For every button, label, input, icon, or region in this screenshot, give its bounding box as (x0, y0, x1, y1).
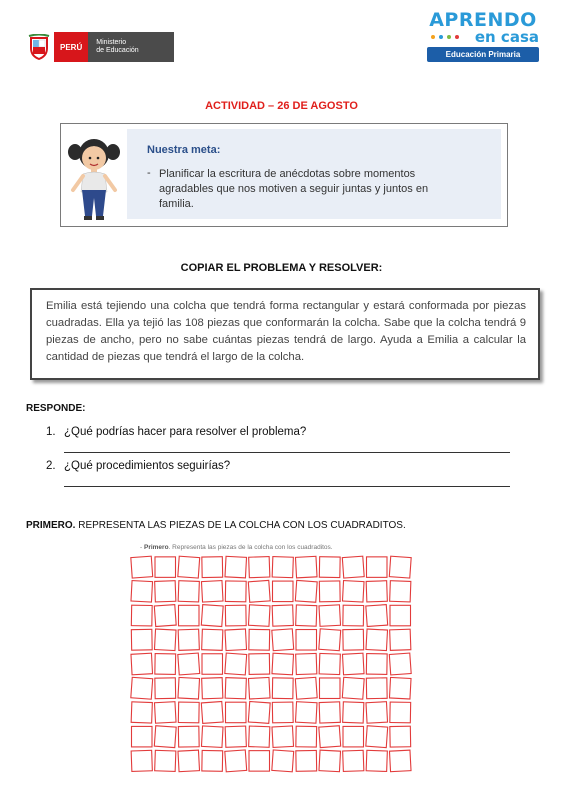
question-text: ¿Qué procedimientos seguirías? (64, 460, 231, 472)
brand-title: APRENDO (429, 9, 537, 31)
quilt-square (202, 678, 223, 699)
quilt-square (296, 605, 317, 626)
quilt-square (390, 726, 411, 747)
activity-title: ACTIVIDAD – 26 DE AGOSTO (205, 100, 358, 112)
quilt-square (295, 556, 317, 578)
quilt-square (131, 605, 152, 626)
grid-caption-bold: Primero (143, 544, 169, 551)
answer-line-1[interactable] (64, 452, 510, 453)
question-number: 1. (46, 426, 56, 438)
quilt-square (342, 653, 364, 675)
problem-text: Emilia está tejiendo una colcha que tendrá forma rectangular y estará conformada por piezas cuadradas. Ella ya tejió las 108 piezas que conformarán la colcha. Sabe que la colcha tendrá 9 piezas de ancho, pero no sabe cuántas piezas tendrá de largo. Ayuda a Emilia a calcular la cantidad de piezas que tendrá el largo de la colcha. (46, 300, 526, 363)
quilt-square (179, 605, 200, 626)
question-number: 2. (46, 460, 56, 472)
goal-bullet: - (147, 167, 151, 179)
quilt-square (201, 581, 223, 603)
quilt-square (389, 653, 411, 675)
quilt-square (249, 629, 270, 650)
ministry-line-2: de Educación (96, 47, 139, 54)
quilt-square (131, 702, 152, 723)
quilt-square (272, 750, 294, 772)
quilt-square (295, 580, 317, 602)
quilt-square (319, 629, 341, 651)
quilt-square (366, 629, 388, 651)
quilt-square (131, 750, 152, 771)
quilt-square (366, 581, 387, 602)
quilt-square (390, 605, 411, 626)
quilt-square (225, 556, 247, 578)
quilt-square (366, 702, 388, 724)
quilt-square (248, 702, 270, 724)
quilt-square (225, 653, 247, 675)
copy-problem-title: COPIAR EL PROBLEMA Y RESOLVER: (180, 262, 383, 274)
quilt-square (155, 581, 176, 602)
quilt-square (178, 726, 199, 747)
quilt-square (343, 629, 364, 650)
quilt-square (296, 630, 317, 651)
quilt-square (155, 678, 176, 699)
quilt-square (131, 653, 153, 675)
quilt-square (319, 653, 340, 674)
quilt-square (155, 557, 176, 578)
quilt-square (390, 702, 411, 723)
quilt-square (131, 581, 153, 603)
problem-box (30, 288, 540, 380)
quilt-square (319, 726, 341, 748)
quilt-square (366, 726, 388, 748)
quilt-square (202, 557, 223, 578)
quilt-square (272, 605, 293, 626)
peru-label: PERÚ (54, 32, 88, 62)
quilt-square (178, 581, 199, 602)
responde-label: RESPONDE: (26, 403, 86, 414)
quilt-square (225, 629, 247, 651)
quilt-square (154, 605, 176, 627)
quilt-square (201, 726, 223, 748)
goal-panel (127, 129, 501, 219)
quilt-square (389, 750, 411, 772)
quilt-square (155, 750, 176, 771)
quilt-square (343, 726, 364, 747)
quilt-square (249, 557, 270, 578)
quilt-square (272, 726, 294, 748)
color-dots-icon (431, 35, 459, 39)
quilt-square (366, 605, 388, 627)
ministry-line-1: Ministerio (96, 39, 127, 46)
quilt-square (154, 726, 176, 748)
quilt-square (366, 750, 387, 771)
quilt-square (154, 702, 176, 724)
quilt-square (389, 556, 411, 578)
quilt-square (319, 581, 340, 602)
quilt-square (248, 580, 270, 602)
quilt-square (295, 702, 317, 724)
ministry-name (88, 32, 174, 62)
quilt-square (225, 678, 246, 699)
grid-caption: - Primero. Representa las piezas de la colcha con los cuadraditos. (140, 544, 333, 551)
quilt-square (390, 581, 411, 602)
quilt-square (273, 581, 294, 602)
quilt-square (296, 750, 317, 771)
quilt-square (225, 726, 246, 747)
quilt-square (296, 653, 317, 674)
quilt-square (389, 677, 411, 699)
quilt-square (319, 605, 341, 627)
quilt-square (296, 726, 317, 747)
girl-illustration-icon (65, 130, 123, 222)
quilt-square (272, 678, 293, 699)
quilt-square (319, 557, 340, 578)
question-text: ¿Qué podrías hacer para resolver el problema? (64, 426, 307, 438)
quilt-square (320, 678, 341, 699)
quilt-square (132, 726, 153, 747)
quilt-square (272, 653, 294, 675)
quilt-square (343, 605, 364, 626)
quilt-square (249, 654, 270, 675)
quilt-square (202, 654, 223, 675)
quilt-square (226, 702, 247, 723)
primero-text: REPRESENTA LAS PIEZAS DE LA COLCHA CON LOS CUADRADITOS. (75, 520, 406, 531)
goal-text: Planificar la escritura de anécdotas sobre momentos agradables que nos motiven a seguir juntas y juntos en familia. (159, 168, 429, 210)
quilt-square (178, 556, 200, 578)
peru-shield-icon (24, 32, 54, 62)
quilt-square (366, 654, 387, 675)
quilt-square (178, 702, 199, 723)
quilt-square (202, 629, 223, 650)
quilt-square (319, 750, 341, 772)
quilt-square (131, 556, 153, 578)
answer-line-2[interactable] (64, 486, 510, 487)
quilt-square (178, 653, 200, 675)
goal-box (60, 123, 508, 227)
quilt-square (225, 750, 247, 772)
brand-subtitle: en casa (474, 28, 539, 46)
quilt-square (131, 677, 153, 699)
quilt-square (295, 677, 317, 699)
quilt-square (319, 702, 340, 723)
quilt-square (272, 557, 293, 578)
quilt-square (342, 677, 364, 699)
quilt-square (154, 629, 176, 651)
quilt-square (202, 750, 223, 771)
quilt-square (343, 702, 364, 723)
quilt-square (178, 629, 199, 650)
quilt-square (366, 678, 387, 699)
quilt-square (272, 702, 293, 723)
question-2 (46, 460, 230, 472)
quilt-squares-grid (130, 555, 412, 773)
quilt-square (390, 629, 411, 650)
primero-bold: PRIMERO. (26, 520, 76, 531)
quilt-square (342, 556, 364, 578)
quilt-square (249, 751, 270, 772)
quilt-square (225, 605, 246, 626)
primero-instruction (26, 520, 406, 531)
ministry-logo (24, 32, 174, 62)
quilt-square (272, 629, 294, 651)
quilt-square (249, 726, 270, 747)
quilt-square (178, 677, 200, 699)
aprendo-en-casa-logo (427, 10, 539, 62)
quilt-square (342, 581, 364, 603)
quilt-square (225, 581, 246, 602)
quilt-square (201, 605, 223, 627)
goal-title: Nuestra meta: (147, 144, 221, 156)
quilt-square (201, 702, 223, 724)
quilt-square (343, 750, 364, 771)
brand-badge: Educación Primaria (427, 47, 539, 62)
quilt-square (178, 750, 200, 772)
quilt-square (131, 629, 152, 650)
quilt-square (367, 557, 388, 578)
grid-caption-text: . Representa las piezas de la colcha con los cuadraditos. (168, 544, 333, 551)
question-1 (46, 426, 306, 438)
quilt-square (248, 605, 270, 627)
quilt-square (248, 677, 270, 699)
quilt-square (155, 654, 176, 675)
